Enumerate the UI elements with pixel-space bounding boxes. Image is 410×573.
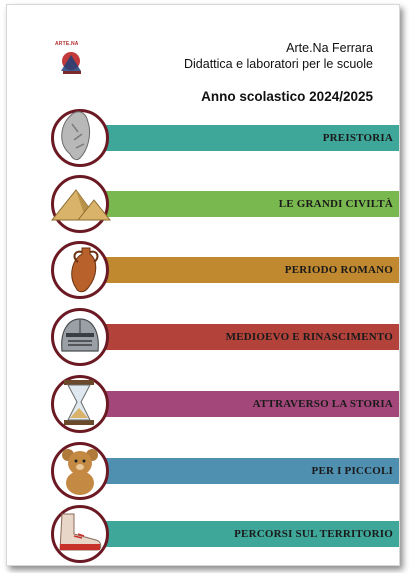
section-band bbox=[79, 391, 399, 417]
medal bbox=[51, 375, 109, 433]
hourglass-icon bbox=[48, 370, 112, 436]
logo-lettering: ARTE.NA bbox=[55, 41, 79, 47]
sneaker-icon bbox=[48, 500, 112, 566]
section-band bbox=[79, 257, 399, 283]
medal bbox=[51, 308, 109, 366]
school-year: Anno scolastico 2024/2025 bbox=[201, 89, 373, 104]
medal bbox=[51, 505, 109, 563]
section-band bbox=[79, 191, 399, 217]
section-label: LE GRANDI CIVILTÀ bbox=[278, 198, 393, 210]
section-periodo-romano[interactable] bbox=[7, 241, 399, 301]
organization-subtitle: Didattica e laboratori per le scuole bbox=[184, 57, 373, 71]
section-label: PREISTORIA bbox=[322, 132, 393, 144]
section-per-i-piccoli[interactable] bbox=[7, 442, 399, 502]
section-label: MEDIOEVO E RINASCIMENTO bbox=[225, 331, 393, 343]
section-attraverso-la-storia[interactable] bbox=[7, 375, 399, 435]
section-label: PERIODO ROMANO bbox=[284, 264, 393, 276]
medal bbox=[51, 175, 109, 233]
medal bbox=[51, 241, 109, 299]
medal bbox=[51, 442, 109, 500]
section-band bbox=[79, 521, 399, 547]
knight-helmet-icon bbox=[48, 303, 112, 369]
teddy-bear-icon bbox=[48, 437, 112, 503]
section-label: PERCORSI SUL TERRITORIO bbox=[234, 528, 393, 540]
section-percorsi-sul-territorio[interactable] bbox=[7, 505, 399, 565]
section-preistoria[interactable] bbox=[7, 109, 399, 169]
pyramids-icon bbox=[48, 170, 112, 236]
organization-name: Arte.Na Ferrara bbox=[286, 41, 373, 55]
medal bbox=[51, 109, 109, 167]
section-band bbox=[79, 324, 399, 350]
section-label: ATTRAVERSO LA STORIA bbox=[252, 398, 393, 410]
amphora-icon bbox=[48, 236, 112, 302]
section-band bbox=[79, 125, 399, 151]
section-band bbox=[79, 458, 399, 484]
section-medioevo-e-rinascimento[interactable] bbox=[7, 308, 399, 368]
section-le-grandi-civilta[interactable] bbox=[7, 175, 399, 235]
section-label: PER I PICCOLI bbox=[311, 465, 393, 477]
stone-axe-icon bbox=[48, 104, 112, 170]
brochure-page bbox=[6, 4, 400, 566]
